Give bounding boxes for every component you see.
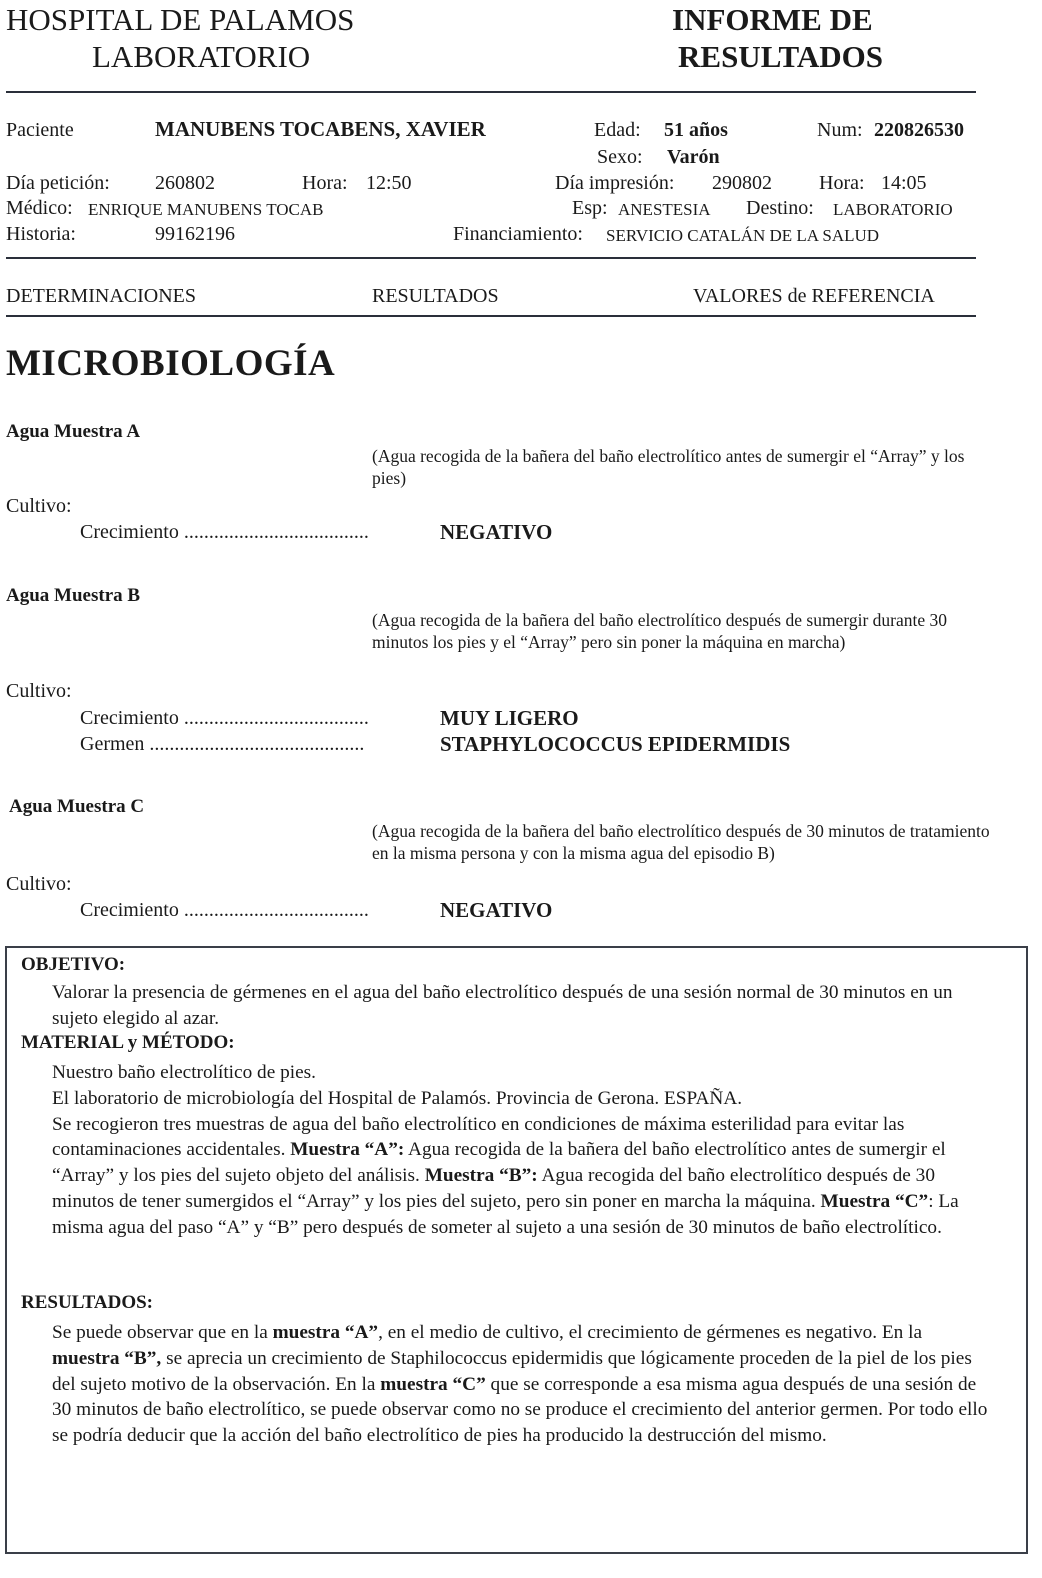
column-header-resultados: RESULTADOS [372, 285, 499, 307]
objetivo-heading: OBJETIVO: [21, 954, 126, 975]
result-label: Crecimiento ..................................... [80, 707, 369, 729]
report-title-line2: RESULTADOS [678, 39, 884, 74]
sample-title: Agua Muestra A [6, 421, 141, 442]
patient-sex: Varón [667, 146, 720, 168]
label-sexo: Sexo: [597, 146, 643, 168]
result-label: Crecimiento ..................................... [80, 899, 369, 921]
sample-note: (Agua recogida de la bañera del baño electrolítico después de sumergir durante 30 minutos los pies y el “Array” pero sin poner la máquina en marcha) [372, 610, 948, 652]
report-title-line1: INFORME DE [672, 2, 873, 37]
header-divider [6, 91, 976, 93]
material-line: El laboratorio de microbiología del Hospital de Palamós. Provincia de Gerona. ESPAÑA. [52, 1087, 743, 1109]
result-value: NEGATIVO [440, 898, 553, 922]
material-paragraph: Se recogieron tres muestras de agua del baño electrolítico en condiciones de máxima esterilidad para evitar las contaminaciones accidentales. Muestra “A”: Agua recogida de la bañera del baño electrolítico antes de sumergir el “Array” y los pies del sujeto objeto del análisis. Muestra “B”: Agua recogida del baño electrolítico después de 30 minutos de tener sumergidos el “Array” y los pies del sujeto, pero sin poner en marcha la máquina. Muestra “C”: La misma agua del paso “A” y “B” pero después de someter al sujeto a una sesión de 30 minutos de baño electrolítico. [52, 1113, 959, 1238]
label-hora-peticion: Hora: [302, 172, 348, 194]
columns-divider [6, 315, 976, 317]
label-num: Num: [817, 119, 863, 141]
material-text [52, 1060, 992, 1241]
sample-title: Agua Muestra C [9, 796, 145, 817]
label-paciente: Paciente [6, 119, 74, 141]
column-header-valores-referencia: VALORES de REFERENCIA [693, 285, 935, 307]
specialty: ANESTESIA [618, 200, 711, 219]
material-line: Nuestro baño electrolítico de pies. [52, 1062, 316, 1083]
label-historia: Historia: [6, 223, 76, 245]
label-dia-impresion: Día impresión: [555, 172, 675, 194]
label-financiamiento: Financiamiento: [453, 223, 583, 245]
column-header-determinaciones: DETERMINACIONES [6, 285, 196, 307]
summary-box [5, 946, 1028, 1554]
cultivo-label: Cultivo: [6, 680, 72, 702]
request-time: 12:50 [366, 172, 412, 194]
patient-divider [6, 257, 976, 259]
doctor-name: ENRIQUE MANUBENS TOCAB [88, 200, 324, 219]
result-value: MUY LIGERO [440, 706, 579, 730]
funding: SERVICIO CATALÁN DE LA SALUD [606, 226, 880, 245]
print-date: 290802 [712, 172, 772, 194]
destination: LABORATORIO [833, 200, 953, 219]
section-title: MICROBIOLOGÍA [6, 343, 336, 384]
cultivo-label: Cultivo: [6, 495, 72, 517]
objetivo-text: Valorar la presencia de gérmenes en el agua del baño electrolítico después de una sesión normal de 30 minutos en un sujeto elegido al azar. [52, 982, 953, 1029]
label-destino: Destino: [746, 197, 814, 219]
patient-age: 51 años [664, 119, 728, 141]
resultados-text: Se puede observar que en la muestra “A”, en el medio de cultivo, el crecimiento de gérmenes es negativo. En la muestra “B”, se aprecia un crecimiento de Staphilococcus epidermidis que lógicamente proceden de la piel de los pies del sujeto motivo de la observación. En la muestra “C” que se corresponde a esa misma agua después de una sesión de 30 minutos de baño electrolítico, se puede observar como no se produce el crecimiento del anterior germen. Por todo ello se podría deducir que la acción del baño electrolítico de pies ha producido la destrucción del mismo. [52, 1322, 988, 1447]
print-time: 14:05 [881, 172, 927, 194]
label-hora-impresion: Hora: [819, 172, 865, 194]
result-label: Crecimiento ..................................... [80, 521, 369, 543]
history-number: 99162196 [155, 223, 235, 245]
result-value: STAPHYLOCOCCUS EPIDERMIDIS [440, 732, 791, 756]
label-medico: Médico: [6, 197, 73, 219]
report-number: 220826530 [874, 119, 964, 141]
result-value: NEGATIVO [440, 520, 553, 544]
result-label: Germen ........................................... [80, 733, 365, 755]
resultados-heading: RESULTADOS: [21, 1292, 153, 1313]
laboratory-name: LABORATORIO [92, 39, 311, 74]
sample-note: (Agua recogida de la bañera del baño electrolítico antes de sumergir el “Array” y los pies) [372, 446, 965, 488]
cultivo-label: Cultivo: [6, 873, 72, 895]
sample-title: Agua Muestra B [6, 585, 141, 606]
label-dia-peticion: Día petición: [6, 172, 110, 194]
label-edad: Edad: [594, 119, 641, 141]
material-heading: MATERIAL y MÉTODO: [21, 1032, 235, 1053]
sample-note: (Agua recogida de la bañera del baño electrolítico después de 30 minutos de tratamiento en la misma persona y con la misma agua del episodio B) [372, 821, 990, 863]
request-date: 260802 [155, 172, 215, 194]
hospital-name: HOSPITAL DE PALAMOS [6, 2, 355, 37]
label-esp: Esp: [572, 197, 608, 219]
patient-name: MANUBENS TOCABENS, XAVIER [155, 117, 486, 141]
